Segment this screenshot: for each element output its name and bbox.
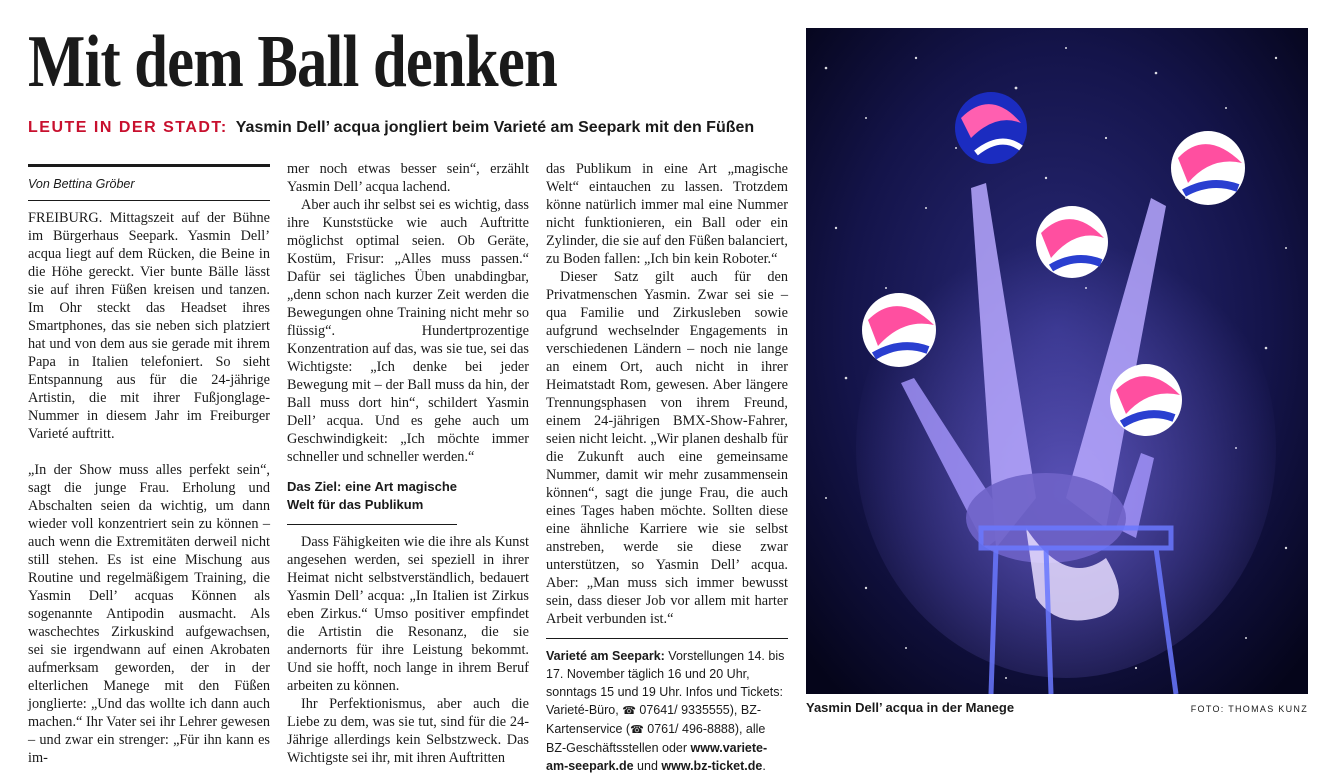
byline: Von Bettina Gröber — [28, 175, 270, 201]
phone-text: 07641/ 9335555), BZ-Kartenservice ( — [546, 703, 761, 736]
article-column-3 — [546, 160, 788, 775]
info-text: und — [633, 759, 662, 773]
paragraph: mer noch etwas besser sein“, erzählt Yasmin Dell’ acqua lachend. — [287, 161, 529, 195]
ticket-link[interactable]: www.bz-ticket.de — [661, 759, 763, 773]
lead-text: Mittagszeit auf der Bühne im Bürgerhaus Seepark. Yasmin Dell’ acqua liegt auf dem Rücken, die Beine in die Höhe gereckt. Vier bunte Bälle lässt sie auf ihren Füßen kreisen und tanzen. Im Ohr steckt das Headset ihres Smartphones, das sie neben sich platziert hat und von dem aus sie gerade mit ihrem Papa in Italien telefoniert. So sieht Entspannung aus für die 24-jährige Artistin, die mit ihrer Fußjonglage-Nummer in diesem Jahr im Freiburger Varieté auftritt. — [28, 210, 270, 442]
phone-icon: ☎ — [630, 724, 644, 736]
website-link[interactable]: www.variete-am-seepark.de — [546, 741, 768, 773]
dateline: FREIBURG. — [28, 210, 103, 226]
paragraph: Ihr Perfektionismus, aber auch die Liebe zu dem, was sie tut, sind für die 24-Jährige allerdings kein Selbstzweck. Das Wichtigste sei ihr, mit ihren Auftritten — [287, 696, 529, 766]
info-box — [546, 638, 788, 775]
paragraph: Dieser Satz gilt auch für den Privatmenschen Yasmin. Zwar sei sie – qua Familie und Zirkusleben sowie aufgrund wechselnder Engagements in verschiedenen Ländern – noch nie lange an einem Ort, auch nicht in ihrer Heimatstadt Rom, gewesen. Aber längere Trennungsphasen von ihrem Freund, einem 24-jährigen BMX-Show-Fahrer, seien nicht leicht. „Wir planen deshalb für die Zukunft auch eine gemeinsame Nummer, damit wir mehr zusammensein können“, sagt die junge Frau, die auch eines Tages haben möchte. Sollten diese eine ähnliche Karriere wie sie selbst anstreben, werde sie diese zwar unterstützen, so Yasmin Dell’ acqua. Aber: „Man muss sich immer bewusst sein, dass dieser Job vor allem mit harter Arbeit verbunden ist.“ — [546, 269, 788, 627]
lead-paragraph — [28, 209, 270, 443]
kicker-text: Yasmin Dell’ acqua jongliert beim Varieté am Seepark mit den Füßen — [235, 119, 755, 136]
phone-icon: ☎ — [622, 705, 636, 717]
photo-credit: FOTO: THOMAS KUNZ — [1190, 704, 1308, 714]
article-column-2 — [287, 160, 529, 767]
paragraph: das Publikum in eine Art „magische Welt“ eintauchen zu lassen. Trotzdem könne natürlich immer mal eine Nummer nicht funktionieren, ein Ball oder ein Zylinder, die sie auf den Füßen balanciert, zu Boden fallen: „Ich bin kein Roboter.“ — [546, 161, 788, 267]
stage-photo-illustration — [806, 28, 1308, 694]
info-text: . — [762, 759, 766, 773]
subhead: Das Ziel: eine Art magische Welt für das Publikum — [287, 478, 457, 525]
article-photo — [806, 28, 1308, 694]
photo-caption: Yasmin Dell’ acqua in der Manege — [806, 700, 1015, 715]
kicker-tag: LEUTE IN DER STADT: — [28, 119, 228, 136]
kicker — [28, 119, 754, 137]
paragraph: Dass Fähigkeiten wie die ihre als Kunst angesehen werden, sei speziell in ihrer Heimat nicht selbstverständlich, bedauert Yasmin Dell’ acqua: „In Italien ist Zirkus eben Zirkus.“ Umso positiver empfindet die Artistin die Resonanz, die sie andernorts für ihre Leistung bekommt. Und sie hofft, noch lange in ihrem Beruf arbeiten zu können. — [287, 534, 529, 694]
info-text: Vorstellungen 14. bis 17. November täglich 16 und 20 Uhr, sonntags 15 und 19 Uhr. Infos und Tickets: Varieté-Büro, — [546, 649, 785, 717]
paragraph: Aber auch ihr selbst sei es wichtig, dass ihre Kunststücke wie auch Auftritte möglichst optimal seien. Ob Geräte, Kostüm, Frisur: „Alles muss passen.“ Dafür sei tägliches Üben unabdingbar, „denn schon nach kurzer Zeit werden die Bewegungen ohne Training nicht mehr so flüssig“. Hundertprozentige Konzentration auf das, was sie tue, sei das Wichtigste: „Ich denke bei jeder Bewegung mit – der Ball muss da hin, der Ball muss dort hin“, schildert Yasmin Dell’ acqua. Und es gehe auch um Geschwindigkeit: „Ich möchte immer schneller und schneller werden.“ — [287, 197, 529, 465]
phone-text: 0761/ 496-8888), alle BZ-Geschäftsstellen oder — [546, 722, 766, 755]
info-title: Varieté am Seepark: — [546, 649, 665, 663]
headline: Mit dem Ball denken — [28, 21, 557, 103]
article-column-1 — [28, 164, 270, 767]
paragraph: „In der Show muss alles perfekt sein“, sagt die junge Frau. Erholung und Abschalten seien da wichtig, um dann wieder voll konzentriert sein zu können – auch wenn die Extremitäten derweil nicht still stehen. Es ist eine Mischung aus Routine und regelmäßigem Training, die Yasmin Dell’ acquas Können als sogenannte Antipodin ausmacht. Als waschechtes Zirkuskind aufgewachsen, sei sie irgendwann auf einen Akrobaten aufmerksam geworden, der in der elterlichen Manege mit den Füßen jonglierte: „Und das wollte ich dann auch machen.“ Ihr Vater sei ihr Lehrer gewesen – und zwar ein strenger: „Für ihn kann es im- — [28, 462, 270, 766]
byline-rule — [28, 164, 270, 167]
